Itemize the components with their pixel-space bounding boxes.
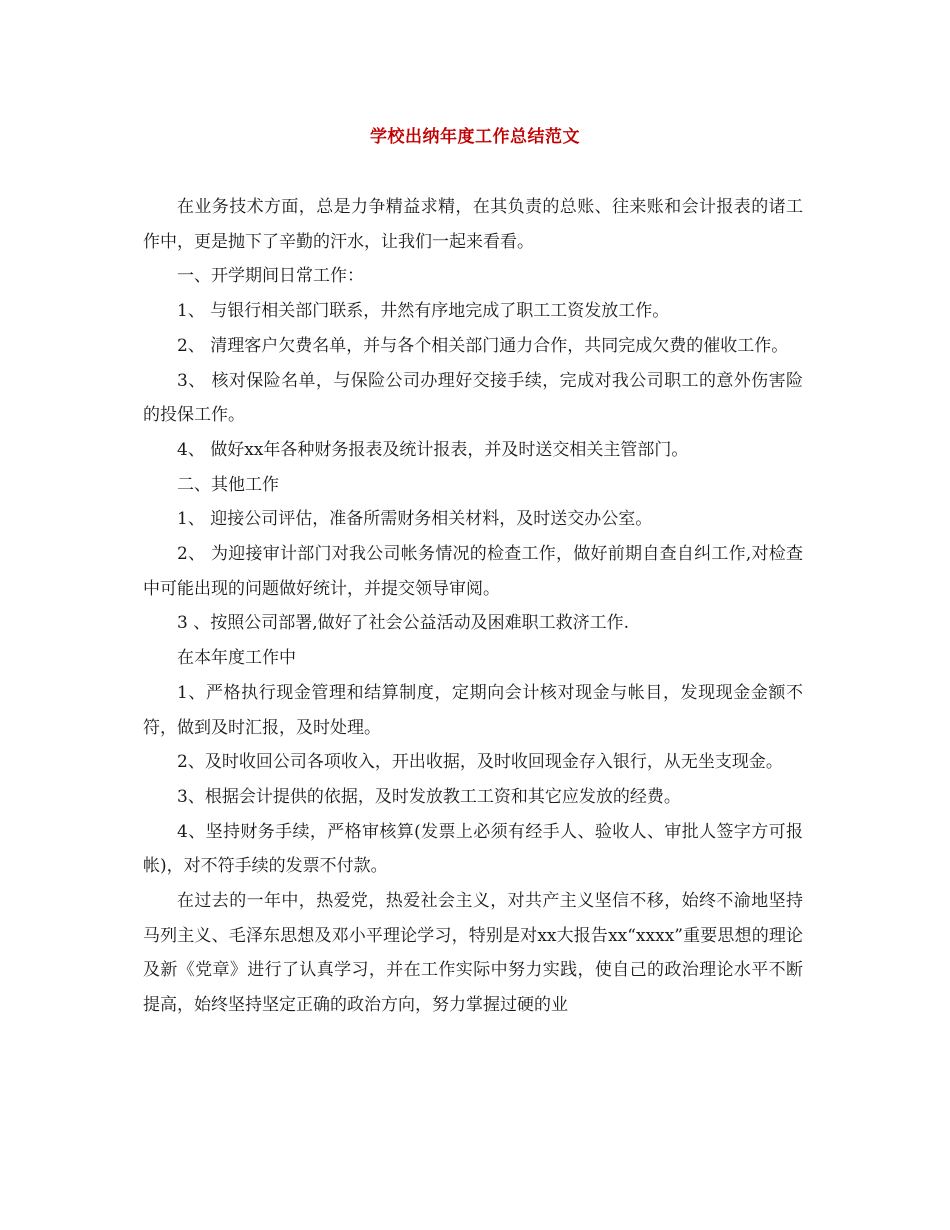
list-item: 2、及时收回公司各项收入，开出收据，及时收回现金存入银行，从无坐支现金。 [177,752,783,773]
list-item: 1、 迎接公司评估，准备所需财务相关材料，及时送交办公室。 [177,509,653,530]
list-item: 1、 与银行相关部门联系，井然有序地完成了职工工资发放工作。 [177,301,670,322]
section-heading: 一、开学期间日常工作： [177,266,364,287]
list-item: 2、 为迎接审计部门对我公司帐务情况的检查工作，做好前期自查自纠工作,对检查中可能出现的问题做好统计，并提交领导审阅。 [143,544,803,599]
list-item: 3 、按照公司部署,做好了社会公益活动及困难职工救济工作. [177,613,630,634]
list-item: 2、 清理客户欠费名单，并与各个相关部门通力合作，共同完成欠费的催收工作。 [177,335,789,356]
section-heading: 在本年度工作中 [177,648,296,669]
list-item: 3、根据会计提供的依据，及时发放教工工资和其它应发放的经费。 [177,786,681,807]
section-heading: 二、其他工作 [177,474,279,495]
list-item: 3、 核对保险名单，与保险公司办理好交接手续，完成对我公司职工的意外伤害险的投保工作。 [143,370,803,426]
list-item: 1、严格执行现金管理和结算制度，定期向会计核对现金与帐目，发现现金金额不符，做到及时汇报，及时处理。 [143,682,803,738]
document-title: 学校出纳年度工作总结范文 [370,127,580,147]
list-item: 4、 做好xx年各种财务报表及统计报表，并及时送交相关主管部门。 [177,439,689,460]
list-item: 4、坚持财务手续，严格审核算(发票上必须有经手人、验收人、审批人签字方可报帐)，对不符手续的发票不付款。 [143,821,803,877]
document-body [143,190,803,1023]
paragraph: 在过去的一年中，热爱党，热爱社会主义，对共产主义坚信不移，始终不渝地坚持马列主义、毛泽东思想及邓小平理论学习，特别是对xx大报告xx“xxxx”重要思想的理论及新《党章》进行了认真学习，并在工作实际中努力实践，使自己的政治理论水平不断提高，始终坚持坚定正确的政治方向，努力掌握过硬的业 [143,891,803,1016]
paragraph: 在业务技术方面，总是力争精益求精，在其负责的总账、往来账和会计报表的诸工作中，更是抛下了辛勤的汗水，让我们一起来看看。 [143,197,803,252]
